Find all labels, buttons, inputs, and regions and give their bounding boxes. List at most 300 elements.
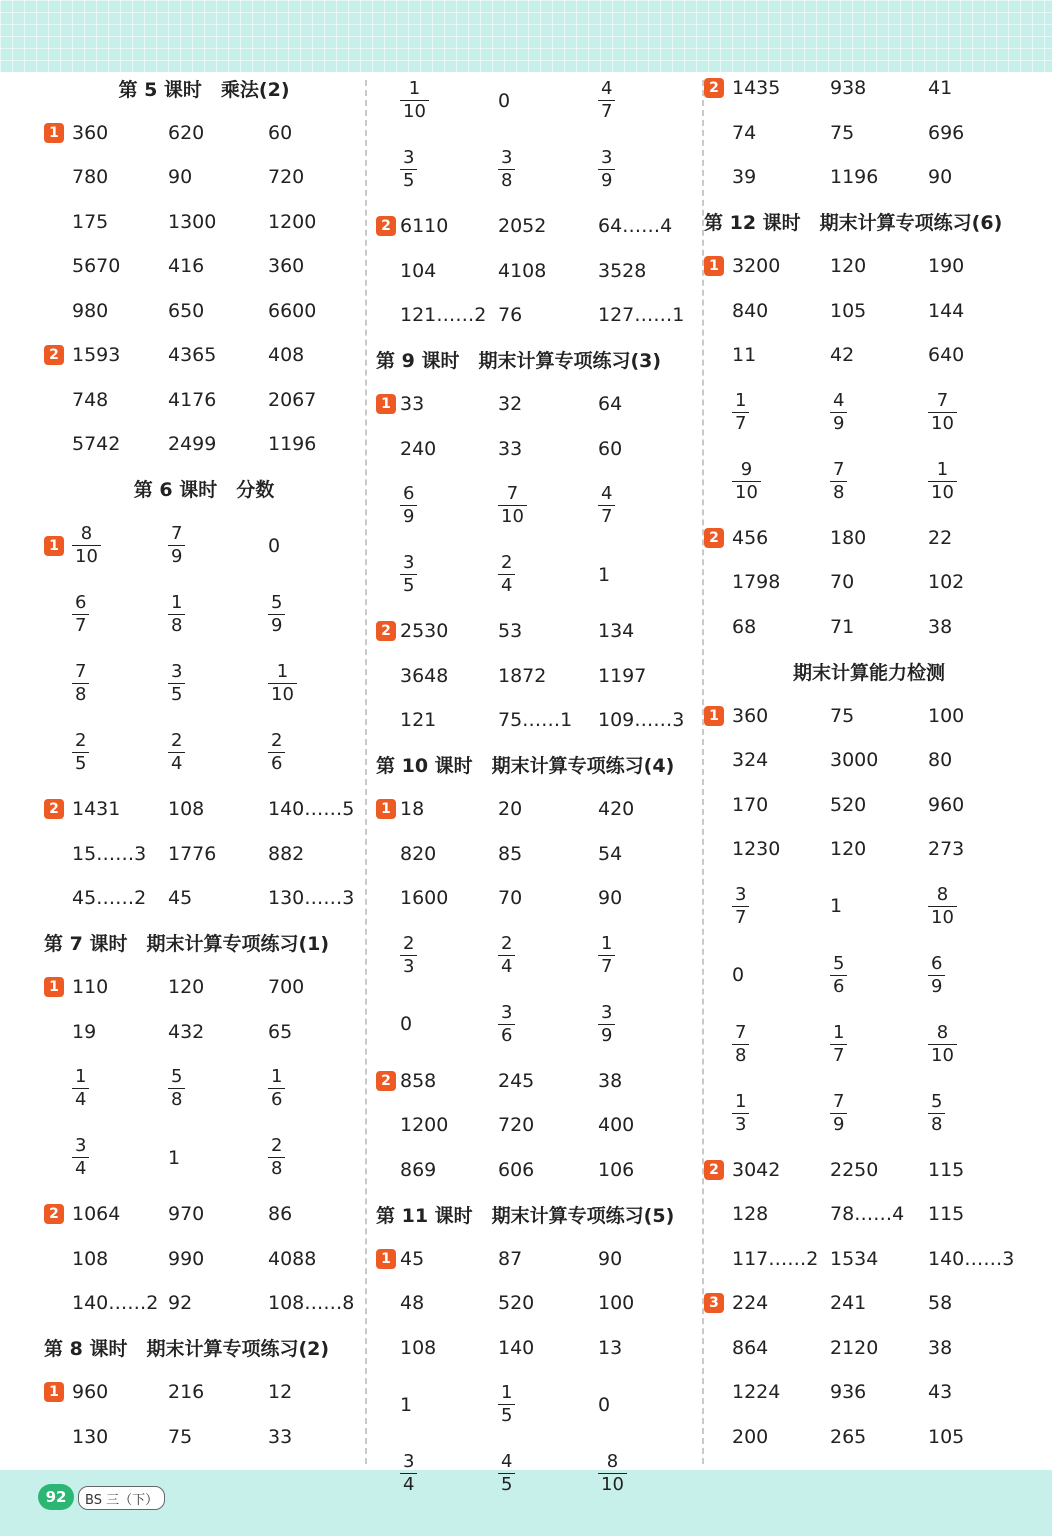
fraction-numerator: 5 <box>833 952 845 974</box>
answer-value: 105 <box>830 299 867 322</box>
fraction <box>72 1066 89 1111</box>
answer-row <box>376 249 696 294</box>
answer-value: 2250 <box>830 1158 879 1181</box>
answer-value: 432 <box>168 1020 205 1043</box>
answer-value: 1600 <box>400 887 449 910</box>
answer-value: 273 <box>928 838 965 861</box>
answer-value: 134 <box>598 620 635 643</box>
answer-fraction <box>400 921 417 990</box>
answer-row <box>704 1281 1034 1326</box>
fraction <box>928 1022 957 1067</box>
fraction-numerator: 1 <box>735 389 747 411</box>
book-edition-tag: BS 三（下） <box>78 1486 165 1510</box>
answer-value: 78……4 <box>830 1203 905 1226</box>
fraction-numerator: 3 <box>171 661 183 682</box>
answer-row <box>44 1192 364 1237</box>
answer-row <box>44 580 364 649</box>
fraction-numerator: 3 <box>75 1135 87 1156</box>
answer-row <box>704 560 1034 605</box>
page-number: 92 <box>38 1484 74 1510</box>
answer-row <box>704 289 1034 334</box>
fraction-numerator: 4 <box>601 483 613 504</box>
question-number-badge: 2 <box>376 621 396 641</box>
answer-fraction <box>928 1010 957 1079</box>
fraction <box>72 592 89 637</box>
answer-row <box>44 200 364 245</box>
answer-value: 68 <box>732 615 757 638</box>
answer-row <box>704 1192 1034 1237</box>
answer-value: 45……2 <box>72 887 147 910</box>
fraction-numerator: 8 <box>936 1021 949 1043</box>
fraction-numerator: 3 <box>403 552 415 573</box>
fraction-denominator: 6 <box>268 1088 285 1111</box>
answer-fraction <box>830 1079 847 1148</box>
answer-value: 33 <box>400 393 425 416</box>
fraction-denominator: 4 <box>498 955 515 978</box>
answer-row <box>376 66 696 135</box>
fraction <box>498 933 515 978</box>
fraction-denominator: 3 <box>400 955 417 978</box>
answer-row <box>44 1237 364 1282</box>
answer-value: 936 <box>830 1381 867 1404</box>
fraction <box>598 483 615 528</box>
fraction-denominator: 5 <box>400 574 417 597</box>
fraction <box>598 147 615 192</box>
answer-row <box>704 1237 1034 1282</box>
answer-row <box>44 244 364 289</box>
answer-value: 117……2 <box>732 1247 819 1270</box>
fraction-numerator: 6 <box>403 483 415 504</box>
answer-value: 5742 <box>72 433 121 456</box>
lesson-heading: 期末计算能力检测 <box>792 661 945 684</box>
answer-fraction <box>928 872 957 941</box>
answer-row <box>44 1054 364 1123</box>
fraction-numerator: 4 <box>601 78 613 99</box>
answer-value: 241 <box>830 1292 867 1315</box>
fraction-numerator: 7 <box>506 483 519 504</box>
answer-value: 1196 <box>830 166 879 189</box>
answer-value: 58 <box>928 1292 953 1315</box>
answer-row <box>704 1415 1034 1460</box>
fraction-denominator: 7 <box>598 100 615 123</box>
answer-value: 121……2 <box>400 304 487 327</box>
answer-value: 360 <box>732 704 769 727</box>
fraction-denominator: 10 <box>598 1473 627 1496</box>
answer-fraction <box>498 990 515 1059</box>
fraction-denominator: 9 <box>598 169 615 192</box>
answer-value: 265 <box>830 1425 867 1448</box>
fraction-numerator: 8 <box>606 1451 619 1472</box>
answer-value: 864 <box>732 1336 769 1359</box>
answer-value: 39 <box>732 166 757 189</box>
answer-row <box>376 1237 696 1282</box>
fraction-denominator: 10 <box>928 1044 957 1067</box>
fraction-denominator: 7 <box>830 1044 847 1067</box>
answer-value: 32 <box>498 393 523 416</box>
question-number-badge: 1 <box>376 799 396 819</box>
answer-row <box>376 609 696 654</box>
answer-value: 87 <box>498 1247 523 1270</box>
answer-row <box>44 289 364 334</box>
question-number-badge: 2 <box>44 799 64 819</box>
answer-value: 780 <box>72 166 109 189</box>
fraction <box>72 661 89 706</box>
fraction <box>498 483 527 528</box>
fraction-denominator: 7 <box>732 412 749 435</box>
answer-value: 960 <box>928 793 965 816</box>
answer-value: 2067 <box>268 388 317 411</box>
fraction-denominator: 6 <box>268 752 285 775</box>
answer-value: 90 <box>598 1247 623 1270</box>
fraction <box>830 953 847 998</box>
answer-value: 64……4 <box>598 215 673 238</box>
answer-row <box>376 832 696 877</box>
answer-value: 38 <box>928 615 953 638</box>
answer-row <box>376 135 696 204</box>
answer-value: 420 <box>598 798 635 821</box>
answer-row <box>376 382 696 427</box>
answer-value: 606 <box>498 1158 535 1181</box>
fraction-numerator: 1 <box>833 1021 845 1043</box>
fraction <box>168 1066 185 1111</box>
answer-fraction <box>928 447 957 516</box>
answer-value: 650 <box>168 299 205 322</box>
question-number-badge: 2 <box>704 78 724 98</box>
fraction <box>168 661 185 706</box>
fraction <box>928 459 957 504</box>
answer-value: 2120 <box>830 1336 879 1359</box>
fraction-numerator: 1 <box>501 1382 513 1403</box>
answer-value: 240 <box>400 437 437 460</box>
fraction-denominator: 9 <box>598 1024 615 1047</box>
answer-row <box>704 1148 1034 1193</box>
answer-value: 0 <box>598 1393 611 1416</box>
fraction-denominator: 9 <box>400 505 417 528</box>
answer-row <box>704 244 1034 289</box>
fraction-denominator: 8 <box>72 683 89 706</box>
fraction <box>400 552 417 597</box>
answer-value: 6600 <box>268 299 317 322</box>
fraction <box>598 1002 615 1047</box>
fraction-numerator: 1 <box>171 592 183 613</box>
fraction <box>400 933 417 978</box>
answer-fraction <box>598 990 615 1059</box>
fraction-denominator: 6 <box>498 1024 515 1047</box>
answer-row <box>376 876 696 921</box>
answer-value: 130……3 <box>268 887 355 910</box>
answer-row <box>704 1326 1034 1371</box>
answer-row <box>44 1010 364 1055</box>
question-number-badge: 1 <box>44 536 64 556</box>
fraction <box>928 1091 945 1136</box>
answer-fraction <box>72 580 89 649</box>
answer-value: 700 <box>268 976 305 999</box>
fraction-denominator: 5 <box>498 1404 515 1427</box>
answer-value: 970 <box>168 1203 205 1226</box>
fraction-numerator: 2 <box>501 552 513 573</box>
answer-value: 60 <box>268 121 293 144</box>
answer-value: 108 <box>72 1247 109 1270</box>
answer-fraction <box>598 66 615 135</box>
answer-row <box>704 378 1034 447</box>
answer-value: 115 <box>928 1203 965 1226</box>
answer-fraction <box>928 1079 945 1148</box>
answer-value: 2499 <box>168 433 217 456</box>
fraction-denominator: 9 <box>830 1113 847 1136</box>
answer-value: 140 <box>498 1336 535 1359</box>
answer-value: 1872 <box>498 664 547 687</box>
answer-value: 110 <box>72 976 109 999</box>
answer-value: 0 <box>732 964 745 986</box>
answer-row <box>44 787 364 832</box>
answer-value: 245 <box>498 1069 535 1092</box>
answer-fraction <box>72 1054 89 1123</box>
answer-value: 128 <box>732 1203 769 1226</box>
answer-value: 20 <box>498 798 523 821</box>
answer-fraction <box>598 921 615 990</box>
answer-row <box>376 293 696 338</box>
fraction <box>830 1091 847 1136</box>
answer-fraction <box>928 941 945 1010</box>
answer-value: 76 <box>498 304 523 327</box>
fraction-numerator: 9 <box>740 458 753 480</box>
answer-value: 1300 <box>168 210 217 233</box>
answer-row <box>376 921 696 990</box>
answer-value: 1534 <box>830 1247 879 1270</box>
answer-value: 54 <box>598 842 623 865</box>
answer-value: 70 <box>830 571 855 594</box>
answer-row <box>44 1415 364 1460</box>
answer-row <box>44 155 364 200</box>
fraction <box>830 1022 847 1067</box>
answer-row <box>44 718 364 787</box>
answer-row <box>376 427 696 472</box>
question-number-badge: 1 <box>44 1382 64 1402</box>
answer-row <box>376 1281 696 1326</box>
answer-value: 75……1 <box>498 709 573 732</box>
fraction-denominator: 9 <box>268 614 285 637</box>
fraction-denominator: 8 <box>830 481 847 504</box>
answer-fraction <box>168 718 185 787</box>
fraction <box>400 147 417 192</box>
fraction-denominator: 9 <box>928 975 945 998</box>
answer-value: 48 <box>400 1292 425 1315</box>
answer-fraction <box>732 1079 749 1148</box>
fraction <box>732 459 761 504</box>
fraction-denominator: 10 <box>400 100 429 123</box>
fraction-denominator: 10 <box>928 412 957 435</box>
fraction-denominator: 5 <box>498 1473 515 1496</box>
answer-row <box>704 827 1034 872</box>
answer-row <box>704 155 1034 200</box>
answer-row <box>44 511 364 580</box>
fraction-denominator: 5 <box>72 752 89 775</box>
answer-value: 1200 <box>268 210 317 233</box>
fraction-numerator: 6 <box>931 952 943 974</box>
answer-fraction <box>72 718 89 787</box>
question-number-badge: 2 <box>704 1160 724 1180</box>
answer-fraction <box>732 872 749 941</box>
answer-fraction <box>168 511 185 580</box>
answer-fraction <box>498 1370 515 1439</box>
answer-value: 858 <box>400 1069 437 1092</box>
answer-fraction <box>830 941 847 1010</box>
column-divider-1 <box>365 80 367 1464</box>
question-number-badge: 1 <box>704 706 724 726</box>
answer-row <box>376 1103 696 1148</box>
fraction-numerator: 5 <box>271 592 283 613</box>
question-number-badge: 1 <box>44 977 64 997</box>
answer-value: 1064 <box>72 1203 121 1226</box>
answer-value: 92 <box>168 1292 193 1315</box>
answer-value: 15……3 <box>72 842 147 865</box>
answer-row <box>376 990 696 1059</box>
fraction-numerator: 7 <box>75 661 87 682</box>
answer-value: 2530 <box>400 620 449 643</box>
answer-row <box>44 876 364 921</box>
answer-value: 1593 <box>72 344 121 367</box>
answer-value: 408 <box>268 344 305 367</box>
fraction-numerator: 1 <box>408 78 421 99</box>
answer-value: 22 <box>928 526 953 549</box>
answer-value: 18 <box>400 798 425 821</box>
answer-value: 108 <box>168 798 205 821</box>
answer-value: 0 <box>498 89 511 112</box>
answer-value: 120 <box>168 976 205 999</box>
fraction <box>498 1451 515 1496</box>
answer-value: 216 <box>168 1381 205 1404</box>
fraction-numerator: 2 <box>271 730 283 751</box>
answer-value: 45 <box>400 1247 425 1270</box>
answer-row <box>44 1281 364 1326</box>
answer-value: 1 <box>400 1393 413 1416</box>
answer-fraction <box>400 540 417 609</box>
answer-fraction <box>830 378 847 447</box>
answer-value: 960 <box>72 1381 109 1404</box>
fraction <box>268 661 297 706</box>
answer-fraction <box>268 1054 285 1123</box>
answer-value: 0 <box>400 1013 413 1035</box>
answer-value: 65 <box>268 1020 293 1043</box>
answer-value: 990 <box>168 1247 205 1270</box>
answer-row <box>376 1439 696 1508</box>
lesson-heading: 第 5 课时 乘法(2) <box>118 78 290 101</box>
answer-fraction <box>598 1439 627 1508</box>
fraction <box>732 1022 749 1067</box>
lesson-heading: 第 9 课时 期末计算专项练习(3) <box>376 350 662 372</box>
lesson-heading: 第 8 课时 期末计算专项练习(2) <box>44 1338 330 1360</box>
answer-value: 38 <box>598 1069 623 1092</box>
answer-fraction <box>168 580 185 649</box>
answer-row <box>44 378 364 423</box>
fraction-numerator: 1 <box>936 458 949 480</box>
answer-value: 1798 <box>732 571 781 594</box>
fraction-numerator: 2 <box>171 730 183 751</box>
fraction-numerator: 1 <box>271 1066 283 1087</box>
answer-value: 115 <box>928 1158 965 1181</box>
fraction-denominator: 9 <box>168 545 185 568</box>
answer-value: 520 <box>498 1292 535 1315</box>
fraction <box>498 1002 515 1047</box>
answer-value: 456 <box>732 526 769 549</box>
answer-value: 75 <box>830 121 855 144</box>
fraction-numerator: 5 <box>171 1066 183 1087</box>
lesson-heading: 第 11 课时 期末计算专项练习(5) <box>376 1204 675 1227</box>
answer-value: 41 <box>928 77 953 100</box>
fraction-denominator: 7 <box>732 906 749 929</box>
fraction <box>598 1451 627 1496</box>
fraction-numerator: 3 <box>735 883 747 905</box>
fraction-numerator: 1 <box>735 1090 747 1112</box>
answer-value: 100 <box>598 1292 635 1315</box>
answer-value: 520 <box>830 793 867 816</box>
answer-row <box>376 654 696 699</box>
answer-fraction <box>400 135 417 204</box>
answer-value: 4176 <box>168 388 217 411</box>
answer-row <box>376 787 696 832</box>
fraction-denominator: 3 <box>732 1113 749 1136</box>
answer-value: 3200 <box>732 255 781 278</box>
answer-value: 109……3 <box>598 709 685 732</box>
answer-fraction <box>830 1010 847 1079</box>
answer-row <box>704 1079 1034 1148</box>
fraction <box>928 953 945 998</box>
answer-row <box>704 516 1034 561</box>
answer-fraction <box>168 1054 185 1123</box>
answer-value: 1776 <box>168 842 217 865</box>
fraction-denominator: 4 <box>72 1157 89 1180</box>
question-number-badge: 3 <box>704 1293 724 1313</box>
answer-value: 882 <box>268 842 305 865</box>
answer-value: 1 <box>168 1146 181 1169</box>
fraction-denominator: 5 <box>400 169 417 192</box>
fraction <box>400 78 429 123</box>
answer-value: 90 <box>598 887 623 910</box>
answer-row <box>704 447 1034 516</box>
fraction <box>732 884 749 929</box>
answer-value: 3648 <box>400 664 449 687</box>
answer-value: 190 <box>928 255 965 278</box>
answer-row <box>376 1059 696 1104</box>
answer-value: 11 <box>732 344 757 367</box>
question-number-badge: 1 <box>44 123 64 143</box>
fraction <box>498 552 515 597</box>
answer-fraction <box>498 921 515 990</box>
answer-value: 108……8 <box>268 1292 355 1315</box>
answer-value: 121 <box>400 709 437 732</box>
answer-fraction <box>72 1123 89 1192</box>
answer-value: 4108 <box>498 259 547 282</box>
fraction-denominator: 8 <box>928 1113 945 1136</box>
answer-value: 104 <box>400 259 437 282</box>
answer-value: 19 <box>72 1020 97 1043</box>
fraction-numerator: 2 <box>271 1135 283 1156</box>
answer-value: 105 <box>928 1425 965 1448</box>
answer-value: 2052 <box>498 215 547 238</box>
answer-value: 180 <box>830 526 867 549</box>
question-number-badge: 2 <box>44 1204 64 1224</box>
answer-fraction <box>268 649 297 718</box>
answer-fraction <box>498 1439 515 1508</box>
answer-row <box>44 649 364 718</box>
answer-value: 720 <box>268 166 305 189</box>
answer-value: 938 <box>830 77 867 100</box>
answer-value: 1196 <box>268 433 317 456</box>
answer-value: 127……1 <box>598 304 685 327</box>
fraction <box>498 1382 515 1427</box>
answer-value: 108 <box>400 1336 437 1359</box>
answer-value: 1431 <box>72 798 121 821</box>
